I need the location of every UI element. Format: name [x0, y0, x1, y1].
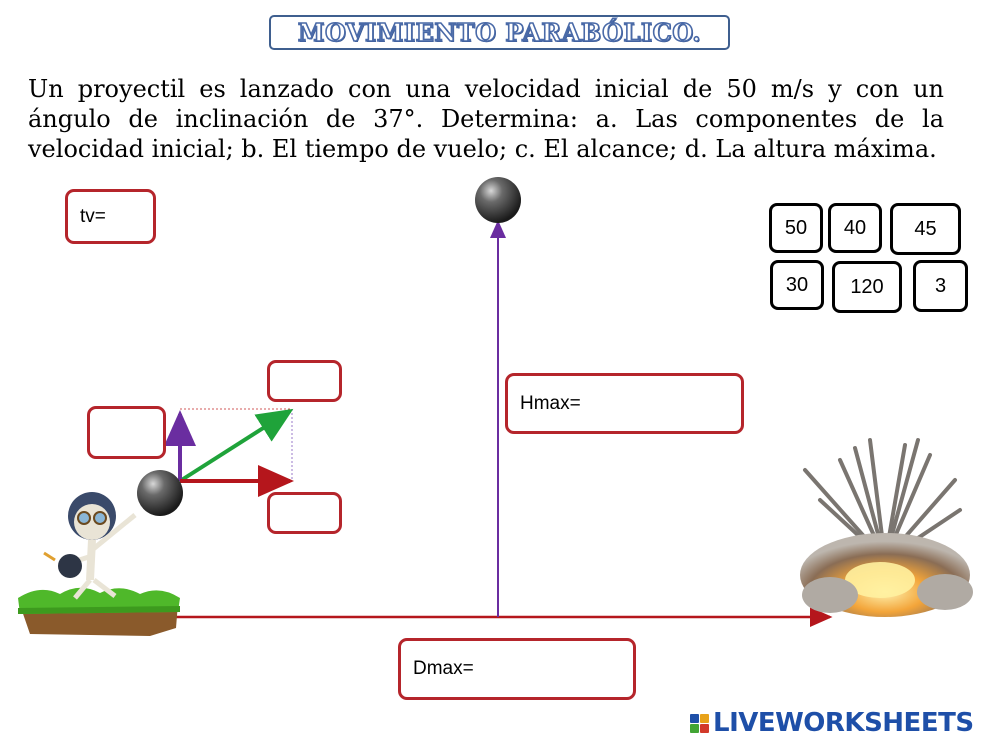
vy-answer-input[interactable] [102, 408, 163, 457]
velocity-answer-input[interactable] [282, 362, 339, 400]
option-tile[interactable]: 50 [769, 203, 823, 253]
option-tile[interactable]: 30 [770, 260, 824, 310]
grass-platform-image [18, 588, 180, 636]
max-distance-field[interactable] [398, 638, 636, 700]
flight-time-label: tv= [80, 205, 106, 227]
max-height-field[interactable] [505, 373, 744, 434]
velocity-vector-arrow [180, 411, 290, 481]
vy-answer-box[interactable] [87, 406, 166, 459]
max-height-label: Hmax= [520, 392, 581, 414]
skeleton-character-image [44, 492, 135, 598]
vx-answer-input[interactable] [282, 494, 339, 532]
option-tile[interactable]: 40 [828, 203, 882, 253]
liveworksheets-logo-text: LIVEWORKSHEETS [713, 708, 974, 738]
liveworksheets-logo-icon [690, 714, 709, 733]
max-distance-input[interactable] [474, 640, 633, 698]
option-tile[interactable]: 120 [832, 261, 902, 313]
cannonball-launch-image [137, 470, 183, 516]
flight-time-field[interactable] [65, 189, 156, 244]
velocity-answer-box[interactable] [267, 360, 342, 402]
explosion-image [800, 440, 973, 617]
page-title: MOVIMIENTO PARABÓLICO. [297, 18, 702, 47]
option-tile[interactable]: 45 [890, 203, 961, 255]
problem-statement: Un proyectil es lanzado con una velocidad inicial de 50 m/s y con un ángulo de inclinación de 37°. Determina: a. Las componentes de la velocidad inicial; b. El tiempo de vuelo; c. El alcance; d. La altura máxima. [28, 75, 944, 163]
flight-time-input[interactable] [106, 191, 153, 242]
liveworksheets-logo [690, 708, 974, 738]
option-tile[interactable]: 3 [913, 260, 968, 312]
max-distance-label: Dmax= [413, 658, 474, 679]
cannonball-top-image [475, 177, 521, 223]
max-height-input[interactable] [581, 375, 741, 432]
vx-answer-box[interactable] [267, 492, 342, 534]
